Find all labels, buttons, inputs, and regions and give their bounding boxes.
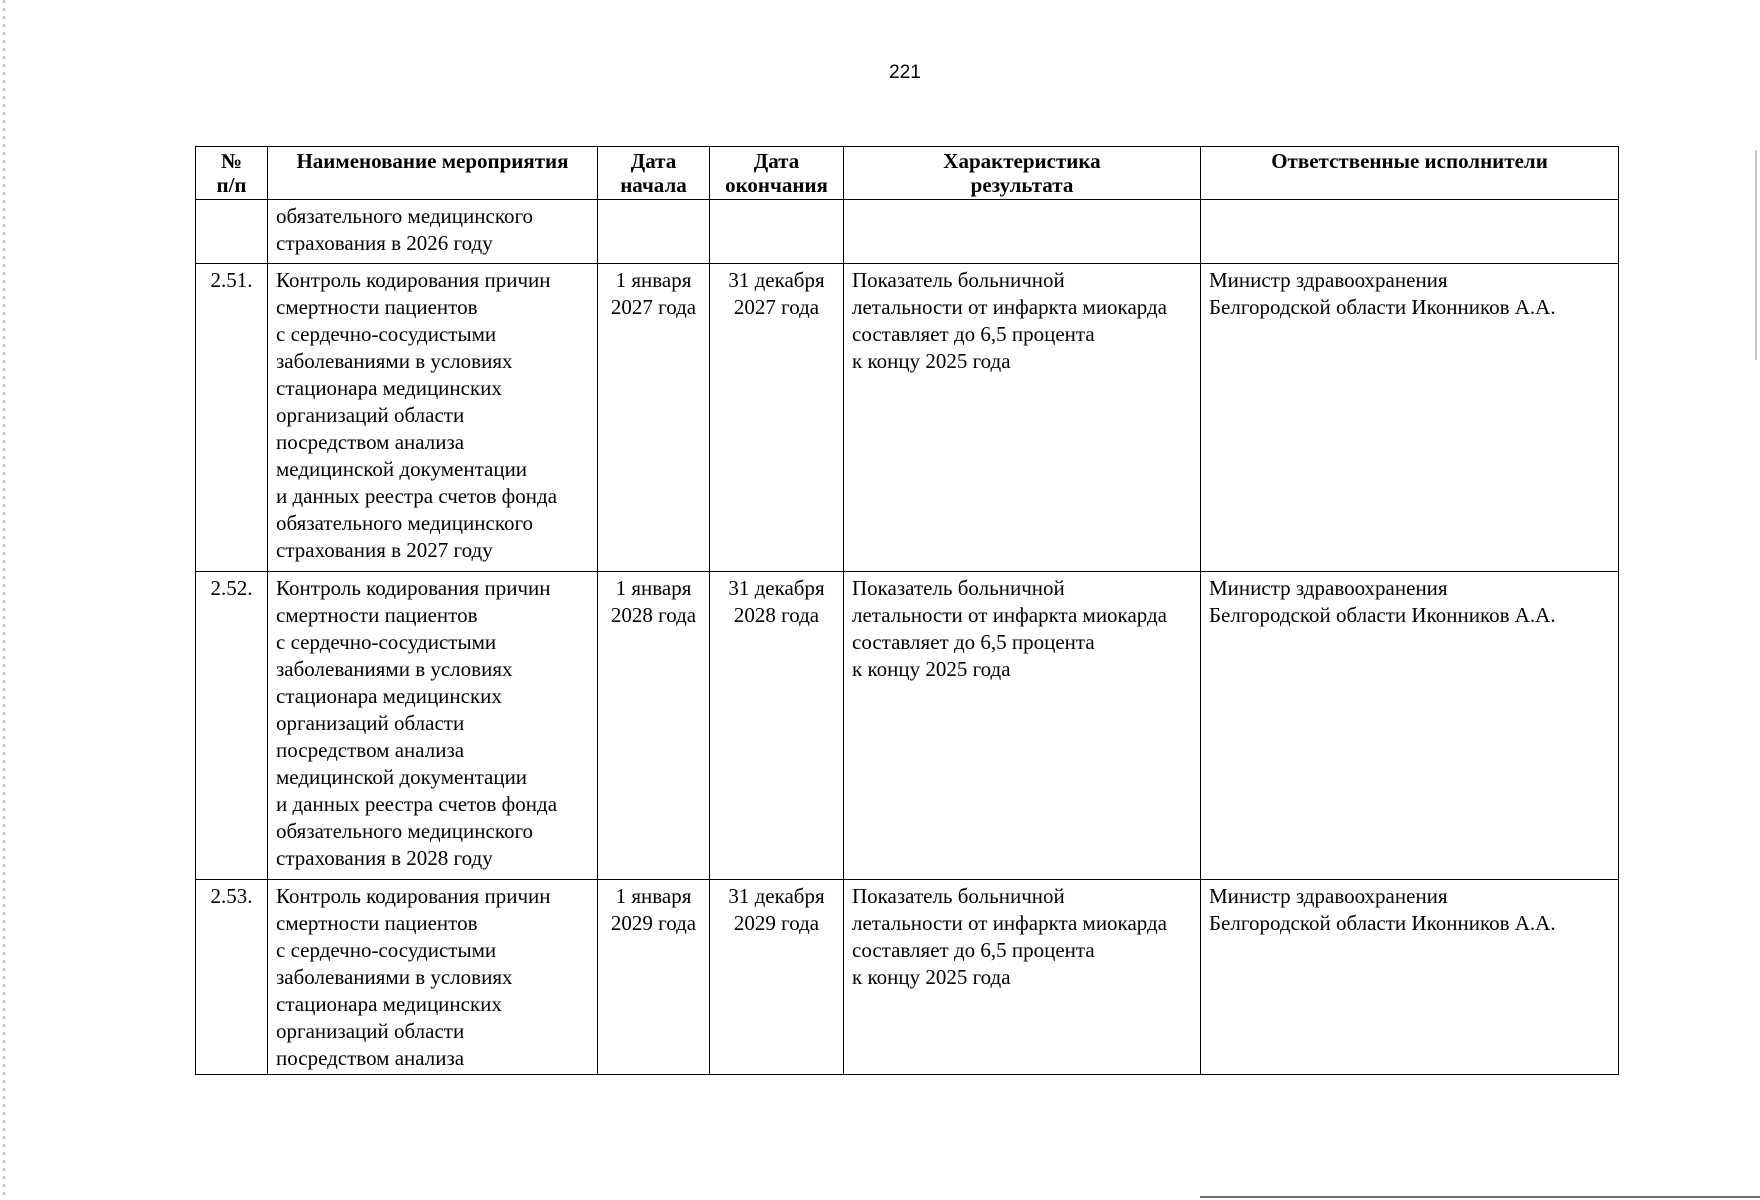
header-end-date: Дата окончания [710, 147, 844, 200]
cell-start-date: 1 января 2028 года [598, 572, 710, 880]
cell-result [844, 200, 1201, 264]
cell-result: Показатель больничной летальности от инфаркта миокарда составляет до 6,5 процента к концу 2025 года [844, 264, 1201, 572]
header-number: № п/п [196, 147, 268, 200]
cell-activity-name: Контроль кодирования причин смертности пациентов с сердечно-сосудистыми заболеваниями в условиях стационара медицинских организаций области посредством анализа [268, 880, 598, 1075]
cell-number: 2.51. [196, 264, 268, 572]
cell-result: Показатель больничной летальности от инфаркта миокарда составляет до 6,5 процента к концу 2025 года [844, 572, 1201, 880]
cell-responsible: Министр здравоохранения Белгородской области Иконников А.А. [1201, 572, 1619, 880]
cell-activity-name: обязательного медицинского страхования в 2026 году [268, 200, 598, 264]
table-row [196, 572, 1619, 880]
table-row-continuation [196, 200, 1619, 264]
cell-end-date: 31 декабря 2028 года [710, 572, 844, 880]
cell-responsible: Министр здравоохранения Белгородской области Иконников А.А. [1201, 880, 1619, 1075]
cell-responsible [1201, 200, 1619, 264]
header-responsible: Ответственные исполнители [1201, 147, 1619, 200]
cell-activity-name: Контроль кодирования причин смертности пациентов с сердечно-сосудистыми заболеваниями в условиях стационара медицинских организаций области посредством анализа медицинской документации и данных реестра счетов фонда обязательного медицинского страхования в 2028 году [268, 572, 598, 880]
cell-number: 2.53. [196, 880, 268, 1075]
header-result-characteristic: Характеристика результата [844, 147, 1201, 200]
cell-end-date: 31 декабря 2029 года [710, 880, 844, 1075]
cell-start-date [598, 200, 710, 264]
header-start-date: Дата начала [598, 147, 710, 200]
cell-number [196, 200, 268, 264]
table-row [196, 264, 1619, 572]
table-header-row [196, 147, 1619, 200]
cell-responsible: Министр здравоохранения Белгородской области Иконников А.А. [1201, 264, 1619, 572]
cell-result: Показатель больничной летальности от инфаркта миокарда составляет до 6,5 процента к концу 2025 года [844, 880, 1201, 1075]
header-activity-name: Наименование мероприятия [268, 147, 598, 200]
table-row [196, 880, 1619, 1075]
activities-table [195, 146, 1619, 1075]
cell-number: 2.52. [196, 572, 268, 880]
cell-end-date [710, 200, 844, 264]
cell-end-date: 31 декабря 2027 года [710, 264, 844, 572]
cell-start-date: 1 января 2027 года [598, 264, 710, 572]
cell-start-date: 1 января 2029 года [598, 880, 710, 1075]
cell-activity-name: Контроль кодирования причин смертности пациентов с сердечно-сосудистыми заболеваниями в условиях стационара медицинских организаций области посредством анализа медицинской документации и данных реестра счетов фонда обязательного медицинского страхования в 2027 году [268, 264, 598, 572]
page-number: 221 [889, 62, 921, 83]
